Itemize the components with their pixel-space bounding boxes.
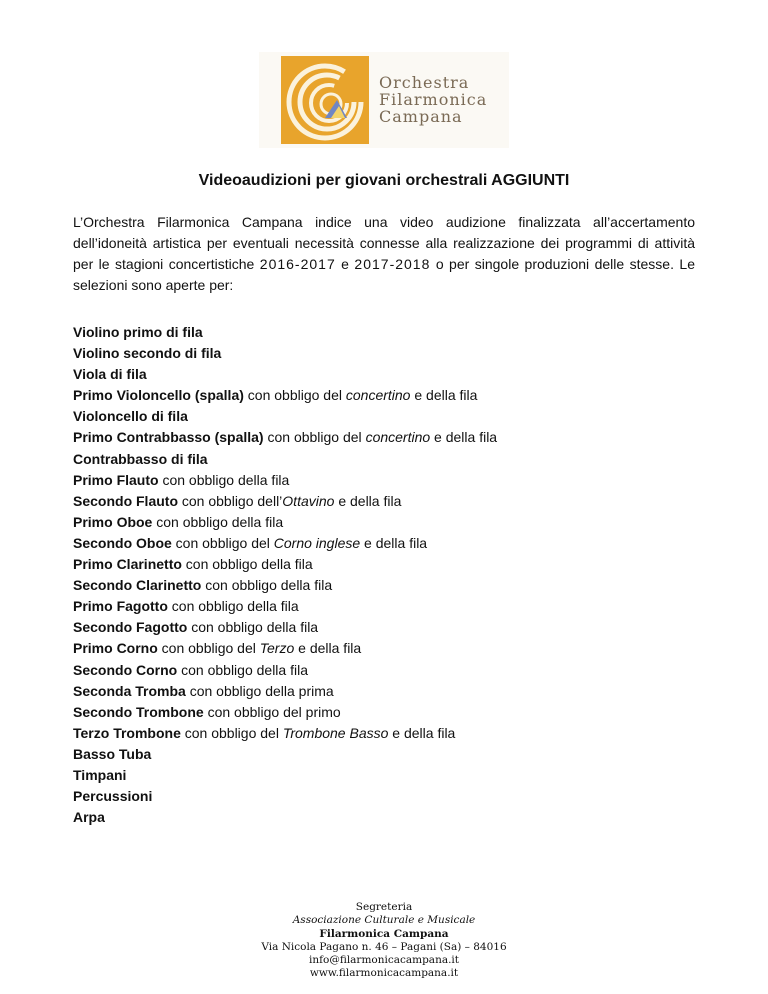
position-name: Primo Clarinetto — [73, 556, 182, 573]
position-name: Primo Violoncello (spalla) — [73, 387, 244, 404]
spiral-icon — [281, 56, 369, 144]
logo-emblem — [281, 56, 369, 144]
position-detail: con obbligo della fila — [167, 598, 299, 615]
position-item — [73, 364, 713, 385]
logo-line-3: Campana — [379, 107, 463, 126]
position-name: Arpa — [73, 809, 105, 826]
position-name: Primo Flauto — [73, 471, 159, 488]
position-detail-end: e della fila — [360, 534, 428, 551]
position-item — [73, 807, 713, 828]
position-detail: con obbligo della prima — [185, 682, 334, 699]
position-detail: con obbligo della fila — [181, 556, 313, 573]
position-detail-end: e della fila — [334, 492, 402, 509]
position-detail-end: e della fila — [430, 429, 498, 446]
intro-text-2: e — [335, 256, 355, 272]
position-item — [73, 385, 713, 406]
position-item — [73, 786, 713, 807]
footer-address: Via Nicola Pagano n. 46 – Pagani (Sa) – 84016 — [261, 940, 507, 953]
position-name: Violino primo di fila — [73, 324, 203, 340]
footer-email: info@filarmonicacampana.it — [308, 954, 460, 967]
page-title: Videoaudizioni per giovani orchestrali AGGIUNTI — [198, 172, 570, 189]
footer-label: Segreteria — [355, 901, 413, 913]
position-detail-end: e della fila — [388, 724, 456, 741]
position-duty: concertino — [345, 387, 411, 404]
season-year-2: 2017-2018 — [354, 256, 431, 272]
position-name: Primo Corno — [73, 640, 158, 657]
position-detail-end: e della fila — [294, 640, 362, 657]
footer-website: www.filarmonicacampana.it — [309, 967, 459, 980]
position-item — [73, 343, 713, 364]
position-item — [73, 638, 713, 659]
position-name: Primo Oboe — [73, 513, 153, 530]
position-name: Primo Contrabbasso (spalla) — [73, 429, 264, 446]
logo-line-1: Orchestra — [379, 73, 470, 92]
position-item — [73, 449, 713, 470]
position-item — [73, 427, 713, 448]
position-detail: con obbligo del — [243, 387, 346, 404]
position-detail: con obbligo della fila — [201, 577, 333, 594]
position-name: Seconda Tromba — [73, 682, 186, 699]
position-item — [73, 322, 713, 343]
position-name: Timpani — [73, 766, 127, 783]
season-year-1: 2016-2017 — [259, 256, 336, 272]
position-item — [73, 554, 713, 575]
position-detail: con obbligo della fila — [152, 513, 284, 530]
position-item — [73, 491, 713, 512]
position-duty: Ottavino — [282, 492, 335, 509]
position-name: Violoncello di fila — [73, 408, 188, 425]
position-name: Terzo Trombone — [73, 724, 181, 741]
position-item — [73, 512, 713, 533]
position-detail: con obbligo della fila — [158, 471, 290, 488]
position-name: Secondo Trombone — [73, 703, 204, 720]
position-item — [73, 596, 713, 617]
position-name: Contrabbasso di fila — [73, 450, 208, 467]
position-duty: Trombone Basso — [282, 724, 389, 741]
footer-contact — [0, 901, 768, 981]
position-item — [73, 470, 713, 491]
position-name: Secondo Flauto — [73, 492, 178, 509]
logo-line-2: Filarmonica — [379, 90, 488, 109]
position-duty: Corno inglese — [273, 534, 361, 551]
position-item — [73, 617, 713, 638]
position-name: Primo Fagotto — [73, 598, 168, 615]
position-name: Basso Tuba — [73, 745, 152, 762]
position-detail: con obbligo del — [157, 640, 260, 657]
position-item — [73, 765, 713, 786]
position-name: Percussioni — [73, 788, 153, 805]
position-detail: con obbligo del — [180, 724, 283, 741]
position-name: Violino secondo di fila — [73, 345, 222, 362]
position-item — [73, 660, 713, 681]
orchestra-logo — [259, 52, 509, 148]
position-item — [73, 723, 713, 744]
position-name: Secondo Clarinetto — [73, 577, 202, 594]
position-duty: Terzo — [259, 640, 295, 657]
position-detail: con obbligo della fila — [187, 619, 319, 636]
position-name: Viola di fila — [73, 366, 147, 383]
position-name: Secondo Oboe — [73, 534, 172, 551]
positions-list — [73, 322, 713, 828]
position-item — [73, 744, 713, 765]
position-item — [73, 575, 713, 596]
position-name: Secondo Fagotto — [73, 619, 188, 636]
position-name: Secondo Corno — [73, 661, 178, 678]
intro-paragraph — [73, 212, 695, 296]
position-duty: concertino — [365, 429, 431, 446]
position-item — [73, 533, 713, 554]
position-item — [73, 406, 713, 427]
footer-association: Associazione Culturale e Musicale — [292, 914, 476, 927]
footer-organization: Filarmonica Campana — [319, 927, 449, 940]
position-item — [73, 681, 713, 702]
position-detail: con obbligo del — [263, 429, 366, 446]
position-detail-end: e della fila — [410, 387, 478, 404]
position-detail: con obbligo del primo — [203, 703, 341, 720]
position-detail: con obbligo della fila — [177, 661, 308, 678]
logo-wordmark — [379, 74, 487, 125]
intro-text-3: o per singole produzioni delle stesse. Le selezioni sono aperte per: — [73, 256, 695, 293]
position-item — [73, 702, 713, 723]
intro-text-1: L’Orchestra Filarmonica Campana indice una video audizione finalizzata all’accertamento dell’idoneità artistica per eventuali necessità connesse alla realizzazione dei programmi di attività per le stagioni concertistiche — [73, 214, 695, 272]
position-detail: con obbligo del — [171, 534, 274, 551]
position-detail: con obbligo dell’ — [178, 492, 283, 509]
